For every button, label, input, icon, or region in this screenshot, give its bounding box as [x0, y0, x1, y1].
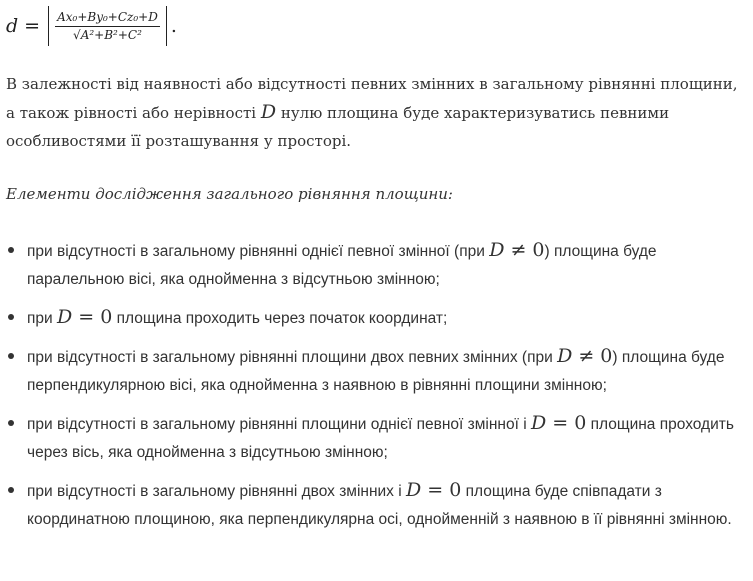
intro-paragraph: [6, 70, 751, 155]
analysis-list: [6, 236, 751, 543]
formula-equals: =: [24, 15, 41, 37]
list-item: [6, 236, 751, 294]
list-item: [6, 303, 751, 333]
math-relation: ≠ 0: [504, 239, 545, 261]
formula-trailing: .: [170, 15, 177, 37]
formula-lhs: d: [6, 15, 19, 37]
formula-fraction: [55, 10, 160, 43]
list-item-text: при: [27, 310, 57, 327]
intro-text-part1: В залежності від наявності або відсутності певних змінних в загальному рівнянні площини, а також рівності або нерівності: [6, 75, 738, 122]
list-item: [6, 476, 751, 534]
math-relation: ≠ 0: [572, 345, 613, 367]
formula-numerator: Ax₀+By₀+Cz₀+D: [55, 10, 160, 27]
list-item-text: ) площина буде паралельною вісі, яка однойменна з відсутньою змінною;: [27, 243, 657, 288]
math-variable: D: [530, 412, 547, 434]
intro-text-part2: нулю площина буде характеризуватись певними особливостями її розташування у просторі.: [6, 104, 670, 150]
math-variable: D: [557, 345, 573, 367]
math-relation: = 0: [546, 412, 587, 434]
list-item-text: площина проходить через вісь, яка однойменна з відсутньою змінною;: [27, 416, 734, 461]
math-relation: = 0: [72, 306, 113, 328]
list-item-text: площина буде співпадати з координатною площиною, яка перпендикулярна осі, однойменній з наявною в її рівнянні змінною.: [27, 483, 732, 528]
section-heading: Елементи дослідження загального рівняння площини:: [6, 185, 453, 203]
intro-math-d: D: [260, 101, 277, 123]
formula-denominator: √A²+B²+C²: [73, 27, 142, 42]
list-item-text: при відсутності в загальному рівнянні площини однієї певної змінної і: [27, 416, 531, 433]
math-variable: D: [406, 479, 422, 501]
math-relation: = 0: [421, 479, 462, 501]
list-item-text: при відсутності в загальному рівнянні однієї певної змінної (при: [27, 243, 490, 260]
list-item-text: при відсутності в загальному рівнянні двох змінних і: [27, 483, 406, 500]
math-variable: D: [489, 239, 505, 261]
distance-formula: [6, 6, 177, 46]
math-variable: D: [56, 306, 73, 328]
list-item-text: ) площина буде перпендикулярною вісі, яка однойменна з наявною в рівнянні площини змінною;: [27, 349, 725, 394]
list-item: [6, 342, 751, 400]
formula-absolute-value: [48, 6, 167, 46]
list-item-text: площина проходить через початок координат;: [112, 310, 448, 327]
list-item: [6, 409, 751, 467]
list-item-text: при відсутності в загальному рівнянні площини двох певних змінних (при: [27, 349, 558, 366]
